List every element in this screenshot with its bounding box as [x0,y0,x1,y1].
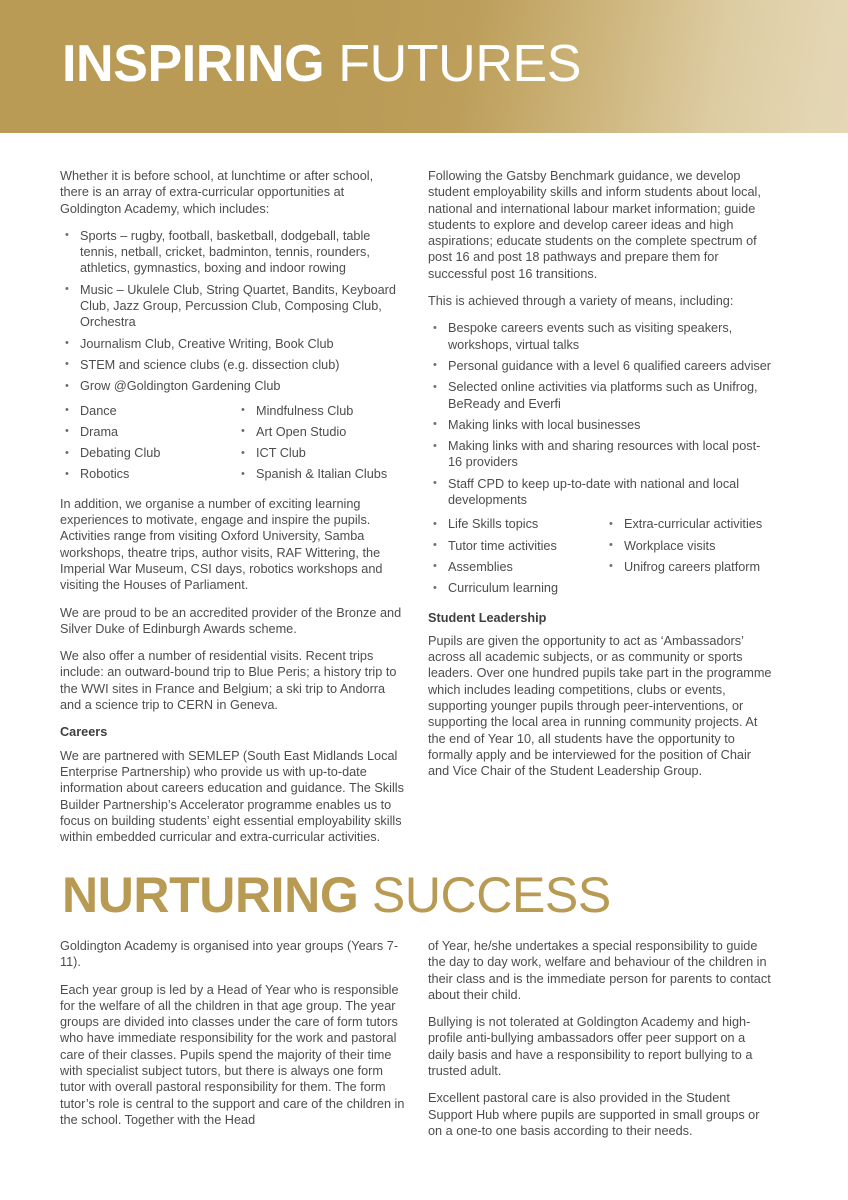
banner-title-light: FUTURES [338,35,582,93]
duke-of-edinburgh-paragraph: We are proud to be an accredited provider of the Bronze and Silver Duke of Edinburgh Awards scheme. [60,605,402,636]
nurturing-success-left-column [60,938,405,1139]
list-item: • Assemblies [428,559,604,575]
list-item: • Journalism Club, Creative Writing, Book Club [60,336,405,352]
activity-bullet-list [60,228,405,395]
nurturing-success-heading [62,866,611,924]
student-leadership-paragraph: Pupils are given the opportunity to act as ‘Ambassadors’ across all academic subjects, or as community or sports leaders. Over one hundred pupils take part in the programme which includes leading competitions, clubs or events, supporting younger pupils through peer-interventions, or supporting the local area in running community projects. At the end of Year 10, all students have the opportunity to formally apply and be interviewed for the position of Chair and Vice Chair of the Student Leadership Group. [428,633,772,779]
list-item: • Making links with local businesses [428,417,773,433]
banner-title [62,34,581,94]
list-item: • Robotics [60,466,236,482]
inspiring-futures-banner [0,0,848,133]
year-groups-paragraph: Goldington Academy is organised into year groups (Years 7-11). [60,939,399,970]
inspiring-futures-right-column [428,168,773,791]
list-item: • Making links with and sharing resources with local post-16 providers [428,438,773,471]
means-bullet-column-2 [604,516,773,601]
list-item: • Selected online activities via platforms such as Unifrog, BeReady and Everfi [428,379,773,412]
intro-paragraph: Whether it is before school, at lunchtime or after school, there is an array of extra-curricular opportunities at Goldington Academy, which includes: [60,169,374,216]
list-item: • Grow @Goldington Gardening Club [60,378,405,394]
list-item: • Workplace visits [604,538,773,554]
learning-experiences-paragraph: In addition, we organise a number of exciting learning experiences to motivate, engage and inspire the pupils. Activities range from visiting Oxford University, Samba workshops, theatre trips, author visits, RAF Wittering, the Imperial War Museum, CSI days, robotics workshops and visiting the Houses of Parliament. [60,496,383,593]
list-item: • ICT Club [236,445,405,461]
residential-visits-paragraph: We also offer a number of residential visits. Recent trips include: an outward-bound trip to Blue Peris; a history trip to the WWI sites in France and Belgium; a ski trip to Andorra and a science trip to CERN in Geneva. [60,649,397,713]
list-item: • Unifrog careers platform [604,559,773,575]
pastoral-care-paragraph: Excellent pastoral care is also provided in the Student Support Hub where pupils are supported in small groups or on a one-to one basis according to their needs. [428,1091,760,1138]
gatsby-benchmark-paragraph: Following the Gatsby Benchmark guidance, we develop student employability skills and inform students about local, national and international labour market information; guide students to explore and develop career ideas and high aspirations; educate students on the complete spectrum of post 16 and post 18 pathways and prepare them for successful post 16 transitions. [428,169,761,281]
means-bullet-column-1 [428,516,604,601]
banner-title-bold: INSPIRING [62,35,325,93]
club-bullet-column-2 [236,403,405,488]
list-item: • Life Skills topics [428,516,604,532]
nurturing-success-right-column [428,938,773,1150]
club-bullet-list-1 [60,403,236,483]
means-bullet-two-column-block [428,516,773,601]
means-bullet-list-1 [428,516,604,596]
achieved-intro-paragraph: This is achieved through a variety of means, including: [428,294,734,309]
inspiring-futures-left-column [60,168,405,856]
bullying-paragraph: Bullying is not tolerated at Goldington Academy and high-profile anti-bullying ambassadors offer peer support on a daily basis and have a responsibility to report bullying to a trusted adult. [428,1015,753,1079]
list-item: • Drama [60,424,236,440]
list-item: • Curriculum learning [428,580,604,596]
careers-heading: Careers [60,725,108,740]
club-bullet-list-2 [236,403,405,483]
list-item: • Sports – rugby, football, basketball, dodgeball, table tennis, netball, cricket, badminton, tennis, rounders, athletics, gymnastics, boxing and indoor rowing [60,228,405,277]
list-item: • Staff CPD to keep up-to-date with national and local developments [428,476,773,509]
head-of-year-paragraph: Each year group is led by a Head of Year who is responsible for the welfare of all the children in that age group. The year groups are divided into classes under the care of form tutors who have immediate responsibility for the work and pastoral care of their classes. Pupils spend the majority of their time with specialist subject tutors, but there is always one form tutor with overall pastoral responsibility for them. The form tutor’s role is central to the support and care of the children in the school. Together with the Head [60,982,405,1127]
careers-paragraph: We are partnered with SEMLEP (South East Midlands Local Enterprise Partnership) who provide us with up-to-date information about careers education and guidance. The Skills Builder Partnership’s Accelerator programme enables us to focus on building students’ eight essential employability skills within embedded curricular and extra-curricular activities. [60,748,404,845]
means-bullet-list-2 [604,516,773,575]
list-item: • Dance [60,403,236,419]
list-item: • Debating Club [60,445,236,461]
club-bullet-column-1 [60,403,236,488]
list-item: • Art Open Studio [236,424,405,440]
nurturing-success-heading-light: SUCCESS [371,867,611,923]
list-item: • Mindfulness Club [236,403,405,419]
list-item: • Bespoke careers events such as visiting speakers, workshops, virtual talks [428,320,773,353]
list-item: • Spanish & Italian Clubs [236,466,405,482]
club-bullet-two-column-block [60,403,405,488]
list-item: • Extra-curricular activities [604,516,773,532]
list-item: • Personal guidance with a level 6 qualified careers adviser [428,358,773,374]
list-item: • Music – Ukulele Club, String Quartet, Bandits, Keyboard Club, Jazz Group, Percussion Club, Composing Club, Orchestra [60,282,405,331]
student-leadership-heading: Student Leadership [428,610,547,625]
head-of-year-continued-paragraph: of Year, he/she undertakes a special responsibility to guide the day to day work, welfare and behaviour of the children in their class and is the immediate person for parents to contact about their child. [428,939,771,1002]
list-item: • STEM and science clubs (e.g. dissection club) [60,357,405,373]
nurturing-success-heading-bold: NURTURING [62,867,359,923]
careers-means-bullet-list [428,320,773,508]
list-item: • Tutor time activities [428,538,604,554]
